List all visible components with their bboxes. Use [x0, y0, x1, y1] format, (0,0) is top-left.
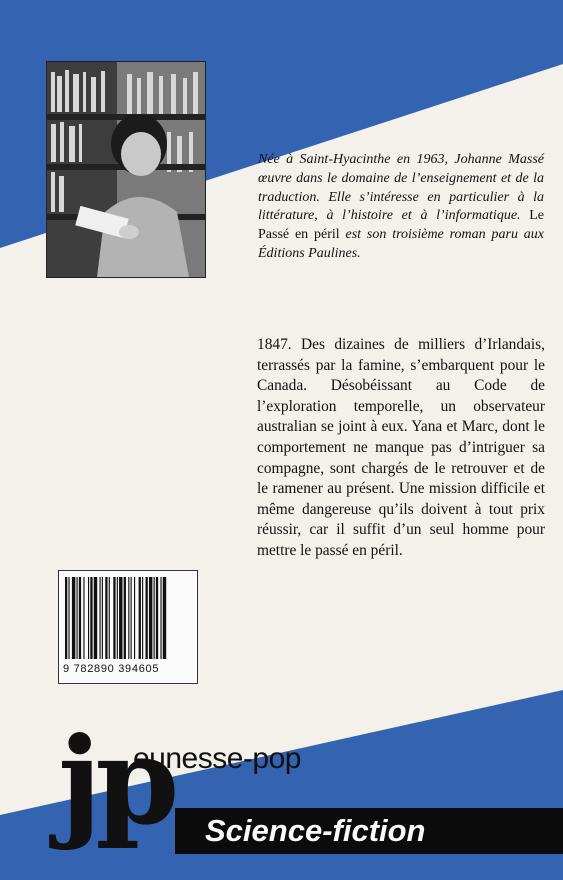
genre-label: Science-fiction [205, 813, 426, 848]
bio-text-1: Née à Saint-Hyacinthe en 1963, Johanne Massé œuvre dans le domaine de l’enseignement et de la traduction. Elle s’intéresse en particulier à la littérature, à l’histoire et à l’informatique. [258, 152, 544, 224]
isbn-number: 9 782890 394605 [63, 663, 160, 675]
isbn-barcode-icon [58, 570, 198, 684]
genre-banner [175, 808, 563, 854]
author-bio [258, 151, 544, 264]
logo-mark: jp [58, 711, 174, 852]
barcode-bars [59, 571, 197, 663]
author-photo [46, 61, 206, 278]
bio-text-2: est son troisième roman paru aux Éditions Paulines. [258, 227, 544, 261]
book-summary: 1847. Des dizaines de milliers d’Irlandais, terrassés par la famine, s’embarquent pour le Canada. Désobéissant au Code de l’exploration temporelle, un observateur australian se joint à eux. Yana et Marc, dont le comportement ne manque pas d’intriguer sa compagne, sont chargés de le retrouver et de le ramener au présent. Une mission difficile et même dangereuse qu’ils doivent à tout prix réussir, car il suffit d’un seul homme pour mettre le passé en péril. [257, 336, 545, 559]
logo-name: eunesse-pop [133, 742, 301, 775]
bio-book-title: Le Passé en péril [258, 208, 544, 243]
